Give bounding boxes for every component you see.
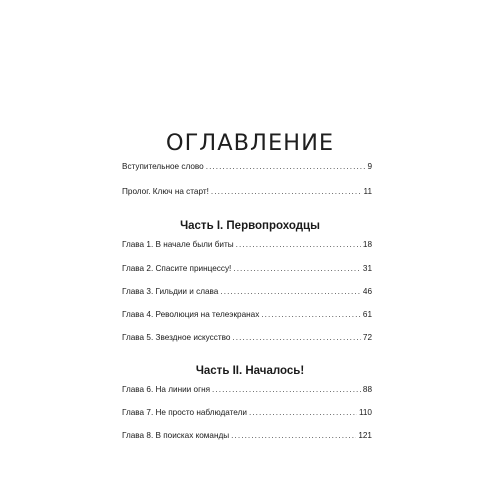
toc-entry-label: Глава 7. Не просто наблюдатели xyxy=(122,408,247,417)
toc-entry-label: Глава 4. Революция на телеэкранах xyxy=(122,310,260,319)
toc-entry-chapter-5 xyxy=(122,334,372,342)
toc-entry-label: Пролог. Ключ на старт! xyxy=(122,187,209,196)
toc-entry-page: 9 xyxy=(367,162,372,171)
page-title: ОГЛАВЛЕНИЕ xyxy=(165,130,335,156)
part-heading-1: Часть I. Первопроходцы xyxy=(180,220,320,232)
toc-entry-foreword xyxy=(122,163,372,171)
toc-entry-label: Глава 3. Гильдии и слава xyxy=(122,287,219,296)
dot-leader xyxy=(233,265,361,273)
toc-entry-chapter-7 xyxy=(122,409,372,417)
toc-entry-page: 88 xyxy=(362,385,372,394)
toc-entry-chapter-1 xyxy=(122,241,372,249)
toc-entry-page: 110 xyxy=(358,408,372,417)
dot-leader xyxy=(249,409,357,417)
toc-entry-chapter-3 xyxy=(122,288,372,296)
toc-entry-label: Глава 6. На линии огня xyxy=(122,385,211,394)
toc-entry-page: 72 xyxy=(362,333,372,342)
dot-leader xyxy=(261,311,361,319)
toc-entry-chapter-4 xyxy=(122,311,372,319)
toc-entry-page: 46 xyxy=(362,287,372,296)
dot-leader xyxy=(231,432,356,440)
toc-entry-label: Глава 1. В начале были биты xyxy=(122,240,234,249)
dot-leader xyxy=(232,334,360,342)
toc-entry-page: 61 xyxy=(362,310,372,319)
toc-entry-page: 31 xyxy=(362,264,372,273)
toc-entry-page: 18 xyxy=(362,240,372,249)
toc-entry-chapter-8 xyxy=(122,432,372,440)
dot-leader xyxy=(212,386,361,394)
dot-leader xyxy=(236,241,361,249)
dot-leader xyxy=(206,163,366,171)
toc-entry-label: Глава 8. В поисках команды xyxy=(122,431,230,440)
toc-entry-prologue xyxy=(122,188,372,196)
toc-entry-page: 121 xyxy=(358,431,372,440)
toc-entry-chapter-2 xyxy=(122,265,372,273)
toc-entry-label: Глава 5. Звездное искусство xyxy=(122,333,231,342)
toc-entry-label: Глава 2. Спасите принцессу! xyxy=(122,264,232,273)
toc-entry-page: 11 xyxy=(363,187,372,196)
toc-entry-chapter-6 xyxy=(122,386,372,394)
dot-leader xyxy=(220,288,361,296)
toc-entry-label: Вступительное слово xyxy=(122,162,204,171)
dot-leader xyxy=(211,188,362,196)
part-heading-2: Часть II. Началось! xyxy=(195,365,305,377)
